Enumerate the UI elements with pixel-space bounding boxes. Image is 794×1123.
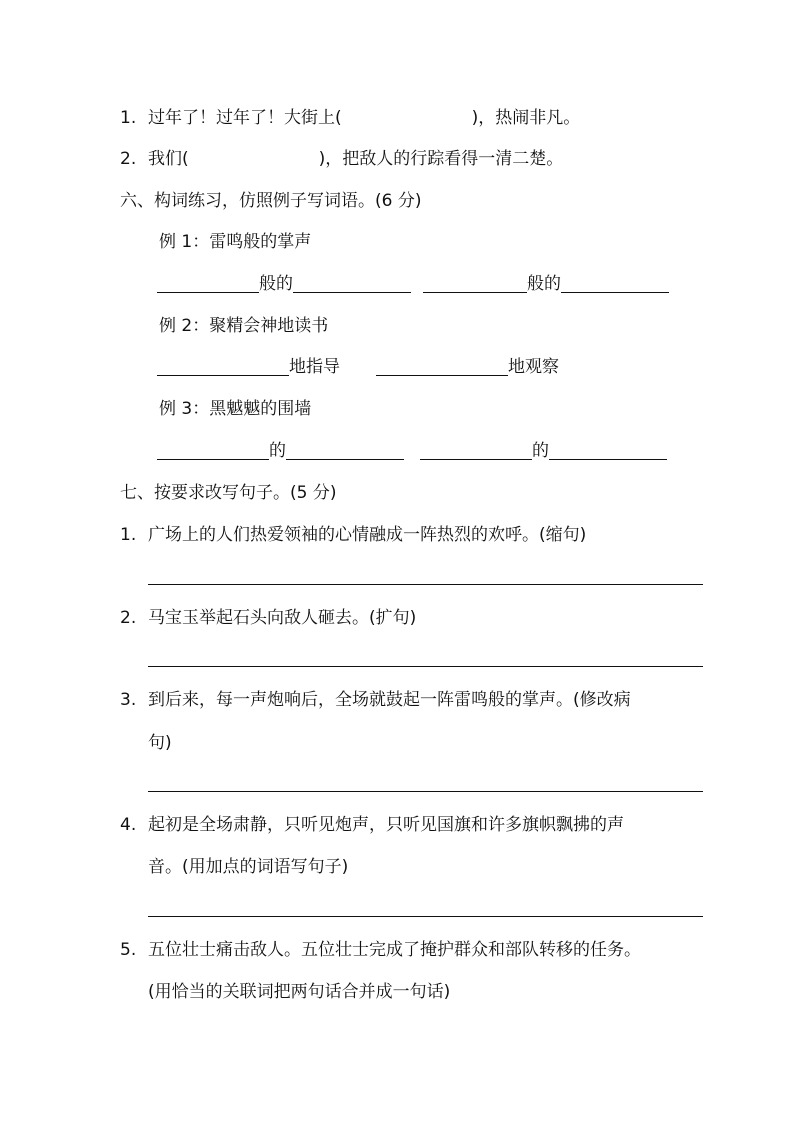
- item-text-after: )，热闹非凡。: [471, 108, 581, 128]
- blank-line[interactable]: [157, 357, 289, 376]
- item-text: 起初是全场肃静，只听见炮声，只听见国旗和许多旗帜飘拂的声: [148, 815, 624, 835]
- answer-line[interactable]: [148, 666, 703, 667]
- section6-heading: 六、构词练习，仿照例子写词语。(6 分): [120, 191, 422, 211]
- item-text: 马宝玉举起石头向敌人砸去。(扩句): [148, 608, 417, 628]
- blank-line[interactable]: [157, 441, 269, 460]
- rewrite-item-3-continuation: 句): [148, 733, 172, 753]
- suffix-text: 地指导: [289, 357, 340, 377]
- item-text: 到后来，每一声炮响后，全场就鼓起一阵雷鸣般的掌声。(修改病: [148, 690, 631, 710]
- item-number: 1.: [120, 108, 137, 128]
- item-text-after: )，把敌人的行踪看得一清二楚。: [318, 149, 564, 169]
- example3-fill-row: [157, 441, 667, 461]
- item-text-before: 过年了！过年了！大街上(: [148, 108, 342, 128]
- blank-line[interactable]: [423, 274, 527, 293]
- rewrite-item-5: [120, 940, 641, 960]
- rewrite-item-4-continuation: 音。(用加点的词语写句子): [148, 857, 349, 877]
- blank-line[interactable]: [157, 274, 259, 293]
- item-number: 2.: [120, 149, 137, 169]
- rewrite-item-2: [120, 608, 416, 628]
- item-number: 3.: [120, 690, 137, 710]
- blank-line[interactable]: [286, 441, 404, 460]
- suffix-text: 地观察: [508, 357, 559, 377]
- item-text-before: 我们(: [148, 149, 189, 169]
- fill-item-2: [120, 149, 563, 169]
- fill-item-1: [120, 108, 580, 128]
- rewrite-item-3: [120, 690, 631, 710]
- example2-fill-row: [157, 357, 559, 377]
- example2-label: 例 2：聚精会神地读书: [159, 316, 329, 336]
- section7-heading: 七、按要求改写句子。(5 分): [120, 483, 337, 503]
- answer-line[interactable]: [148, 916, 703, 917]
- suffix-text: 般的: [259, 274, 293, 294]
- item-number: 4.: [120, 815, 137, 835]
- suffix-text: 的: [532, 441, 549, 461]
- item-number: 1.: [120, 525, 137, 545]
- answer-line[interactable]: [148, 584, 703, 585]
- item-text: 广场上的人们热爱领袖的心情融成一阵热烈的欢呼。(缩句): [148, 525, 587, 545]
- rewrite-item-4: [120, 815, 624, 835]
- blank-line[interactable]: [293, 274, 411, 293]
- blank-line[interactable]: [561, 274, 669, 293]
- example3-label: 例 3：黑魆魆的围墙: [159, 399, 312, 419]
- suffix-text: 的: [269, 441, 286, 461]
- blank-line[interactable]: [549, 441, 667, 460]
- suffix-text: 般的: [527, 274, 561, 294]
- rewrite-item-5-continuation: (用恰当的关联词把两句话合并成一句话): [148, 982, 451, 1002]
- example1-fill-row: [157, 274, 669, 294]
- blank-line[interactable]: [420, 441, 532, 460]
- item-text: 五位壮士痛击敌人。五位壮士完成了掩护群众和部队转移的任务。: [148, 940, 641, 960]
- item-number: 5.: [120, 940, 137, 960]
- item-number: 2.: [120, 608, 137, 628]
- blank-line[interactable]: [376, 357, 508, 376]
- rewrite-item-1: [120, 525, 586, 545]
- example1-label: 例 1：雷鸣般的掌声: [159, 232, 312, 252]
- answer-line[interactable]: [148, 791, 703, 792]
